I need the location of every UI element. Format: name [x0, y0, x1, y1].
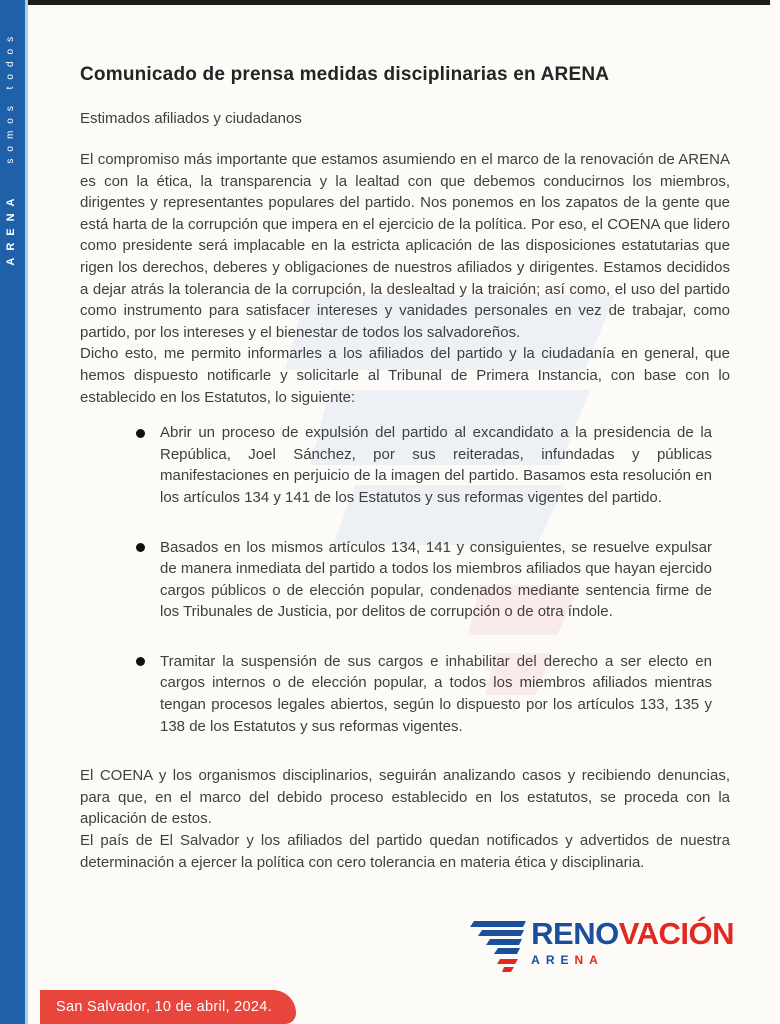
renovacion-arena-logo: [470, 918, 734, 975]
list-item: [80, 537, 730, 623]
list-item: [80, 651, 730, 737]
brand-sidebar: [0, 0, 28, 1024]
document-body: [80, 64, 730, 873]
logo-word-renovacion: [531, 918, 734, 949]
sidebar-slogan-text: somos todos: [5, 30, 16, 164]
salutation-line: Estimados afiliados y ciudadanos: [80, 110, 302, 127]
document-title: Comunicado de prensa medidas disciplinarias en ARENA: [80, 64, 610, 85]
bullet-text-suspension: Tramitar la suspensión de sus cargos e inhabilitar del derecho a ser electo en cargos internos o de elección popular, a todos los miembros afiliados mientras tengan procesos legales abiertos, según lo dispuesto por los artículos 133, 135 y 138 de los Estatutos y sus reformas vigentes.: [160, 652, 712, 735]
logo-subtext-arena: [531, 953, 734, 967]
top-rule: [28, 0, 770, 5]
wing-stripes-icon: [470, 921, 526, 975]
logo-wordmark: [531, 918, 734, 967]
paragraph-announcement: Dicho esto, me permito informarles a los afiliados del partido y la ciudadanía en general, que hemos dispuesto notificarle y solicitarle al Tribunal de Primera Instancia, con base con lo establecido en los Estatutos, lo siguiente:: [80, 345, 730, 406]
sidebar-vertical-slogan: [5, 30, 17, 266]
logo-sub-red-part: NA: [574, 953, 604, 967]
bullet-text-expulsion-candidate: Abrir un proceso de expulsión del partido al excandidato a la presidencia de la República, Joel Sánchez, por sus reiteradas, infundadas y públicas manifestaciones en perjuicio de la imagen del partido. Basamos esta resolución en los artículos 134 y 141 de los Estatutos y sus reformas vigentes del partido.: [160, 424, 712, 506]
logo-sub-blue-part: ARE: [531, 953, 575, 967]
list-item: [80, 422, 730, 508]
dateline-banner: [40, 990, 296, 1024]
bullet-icon: [136, 429, 145, 438]
resolutions-list: [80, 422, 730, 737]
logo-word-blue-part: RENO: [531, 916, 619, 951]
bullet-icon: [136, 543, 145, 552]
paragraph-commitment: El compromiso más importante que estamos asumiendo en el marco de la renovación de ARENA es con la ética, la transparencia y la lealtad con que debemos conducirnos los miembros, dirigentes y representantes populares del partido. Nos ponemos en los zapatos de la gente que está harta de la corrupción que impera en el ejercicio de la política. Por eso, el COENA que lidero como presidente será implacable en la estricta aplicación de las disposiciones estatutarias que rigen los derechos, deberes y obligaciones de nuestros afiliados y dirigentes. Estamos decididos a dejar atrás la tolerancia de la corrupción, la deslealtad y la traición; así como, el uso del partido como instrumento para satisfacer intereses y vanidades personales en vez de trabajar, como partido, por los intereses y el bienestar de todos los salvadoreños.: [80, 151, 730, 341]
dateline-text: San Salvador, 10 de abril, 2024.: [56, 999, 272, 1015]
paragraph-final-notice: El país de El Salvador y los afiliados del partido quedan notificados y advertidos de nuestra determinación a ejercer la política con cero tolerancia en materia ética y disciplinaria.: [80, 832, 730, 871]
logo-word-red-part: VACIÓN: [618, 916, 734, 951]
sidebar-brand-name: ARENA: [5, 191, 17, 266]
bullet-text-expulsion-convicted: Basados en los mismos artículos 134, 141 y consiguientes, se resuelve expulsar de manera inmediata del partido a todos los miembros afiliados que hayan ejercido cargos públicos o de elección popular, condenados mediante sentencia firme de los Tribunales de Justicia, por delitos de corrupción o de otra índole.: [160, 538, 712, 621]
paragraph-coena-process: El COENA y los organismos disciplinarios, seguirán analizando casos y recibiendo denuncias, para que, en el marco del debido proceso establecido en los estatutos, se proceda con la aplicación de estos.: [80, 767, 730, 828]
bullet-icon: [136, 657, 145, 666]
